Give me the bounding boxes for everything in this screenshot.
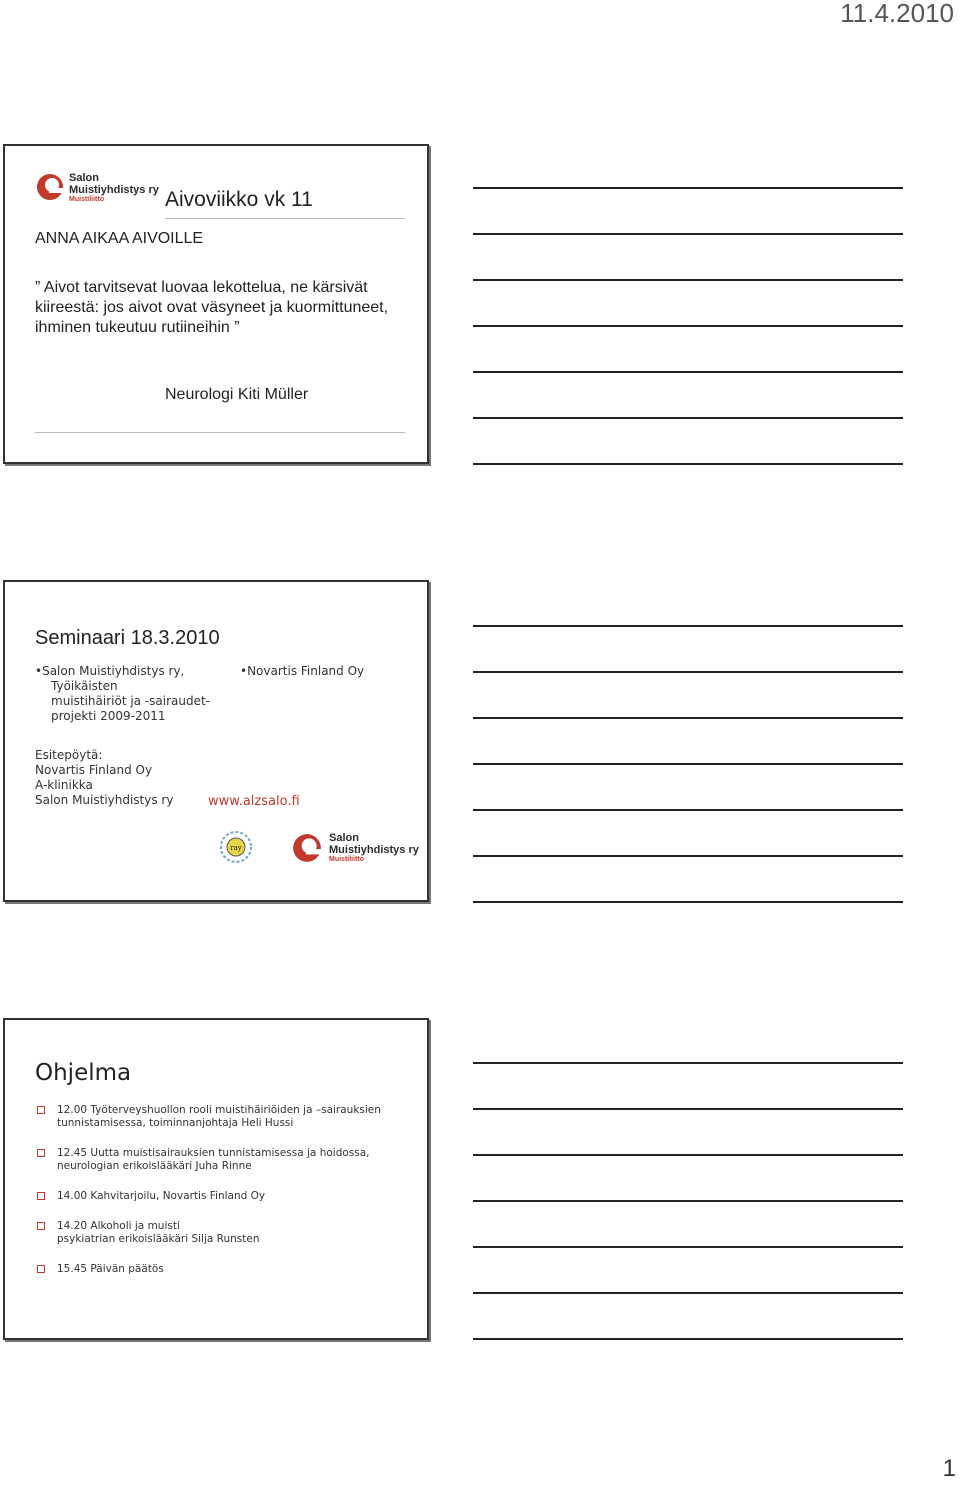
agenda-item (35, 1147, 415, 1173)
agenda-item-line: neurologian erikoislääkäri Juha Rinne (57, 1160, 252, 1172)
organizer-line-2: Työikäisten (51, 679, 118, 693)
logo-line2: Muistiyhdistys ry (69, 184, 159, 196)
checkbox-bullet-icon (37, 1192, 45, 1200)
slide-3 (3, 1018, 429, 1340)
exhibitors-heading: Esitepöytä: (35, 748, 103, 762)
note-line (473, 901, 903, 903)
agenda-item (35, 1220, 415, 1246)
slide-1-author: Neurologi Kiti Müller (165, 386, 309, 403)
organizer-line-1: •Salon Muistiyhdistys ry, (35, 664, 185, 678)
note-line (473, 233, 903, 235)
logo-line2: Muistiyhdistys ry (329, 844, 419, 856)
checkbox-bullet-icon (37, 1149, 45, 1157)
note-line (473, 463, 903, 465)
exhibitor-item: Novartis Finland Oy (35, 763, 153, 777)
title-rule (165, 218, 405, 219)
note-line (473, 371, 903, 373)
agenda-item (35, 1263, 415, 1276)
organizer-line-3: muistihäiriöt ja -sairaudet- (51, 694, 211, 708)
bottom-rule (35, 432, 405, 433)
agenda-item (35, 1190, 415, 1203)
exhibitor-item: Salon Muistiyhdistys ry (35, 793, 174, 807)
note-line (473, 325, 903, 327)
slide-1-subtitle: ANNA AIKAA AIVOILLE (35, 230, 204, 247)
agenda-item-line: 15.45 Päivän päätös (57, 1263, 164, 1275)
exhibitors-list (35, 748, 173, 808)
note-line (473, 1292, 903, 1294)
agenda-list (35, 1104, 415, 1293)
note-line (473, 625, 903, 627)
agenda-item-line: 12.00 Työterveyshuollon rooli muistihäiriöiden ja –sairauksien (57, 1104, 381, 1116)
slide-2-title: Seminaari 18.3.2010 (35, 627, 220, 649)
note-line (473, 279, 903, 281)
logo-line3: Muistiliitto (69, 196, 104, 203)
logo-line1: Salon (69, 172, 99, 184)
checkbox-bullet-icon (37, 1222, 45, 1230)
slide-1-quote: ” Aivot tarvitsevat luovaa lekottelua, ne kärsivät kiireestä: jos aivot ovat väsyneet ja kuormittuneet, ihminen tukeutuu rutiineihin ” (35, 279, 389, 336)
agenda-item-line: 12.45 Uutta muistisairauksien tunnistamisessa ja hoidossa, (57, 1147, 370, 1159)
agenda-item-line: tunnistamisessa, toiminnanjohtaja Heli Hussi (57, 1117, 294, 1129)
sponsor-bullet: •Novartis Finland Oy (240, 664, 365, 678)
note-line (473, 1108, 903, 1110)
note-line (473, 1154, 903, 1156)
salon-logo-mark (35, 172, 65, 202)
agenda-item-line: 14.00 Kahvitarjoilu, Novartis Finland Oy (57, 1190, 266, 1202)
note-line (473, 417, 903, 419)
salon-logo-mark (291, 832, 323, 864)
slide-1-title: Aivoviikko vk 11 (165, 188, 313, 211)
agenda-item-line: psykiatrian erikoislääkäri Silja Runsten (57, 1233, 260, 1245)
checkbox-bullet-icon (37, 1265, 45, 1273)
note-line (473, 1200, 903, 1202)
note-line (473, 855, 903, 857)
ray-logo-text: ray (230, 844, 242, 852)
note-line (473, 187, 903, 189)
slide-2 (3, 580, 429, 902)
logo-line3: Muistiliitto (329, 856, 364, 863)
agenda-item-line: 14.20 Alkoholi ja muisti (57, 1220, 180, 1232)
slide-1 (3, 144, 429, 464)
ray-logo (219, 830, 253, 864)
note-line (473, 1338, 903, 1340)
note-line (473, 1062, 903, 1064)
agenda-item (35, 1104, 415, 1130)
organizer-line-4: projekti 2009-2011 (51, 709, 166, 723)
note-line (473, 717, 903, 719)
slide-3-title: Ohjelma (35, 1060, 132, 1086)
exhibitor-item: A-klinikka (35, 778, 93, 792)
note-line (473, 671, 903, 673)
header-date: 11.4.2010 (840, 0, 954, 28)
logo-line1: Salon (329, 832, 359, 844)
note-line (473, 1246, 903, 1248)
note-line (473, 809, 903, 811)
checkbox-bullet-icon (37, 1106, 45, 1114)
page-number: 1 (942, 1455, 956, 1482)
note-line (473, 763, 903, 765)
website-link[interactable]: www.alzsalo.fi (208, 794, 300, 809)
organizer-bullet (35, 664, 225, 724)
